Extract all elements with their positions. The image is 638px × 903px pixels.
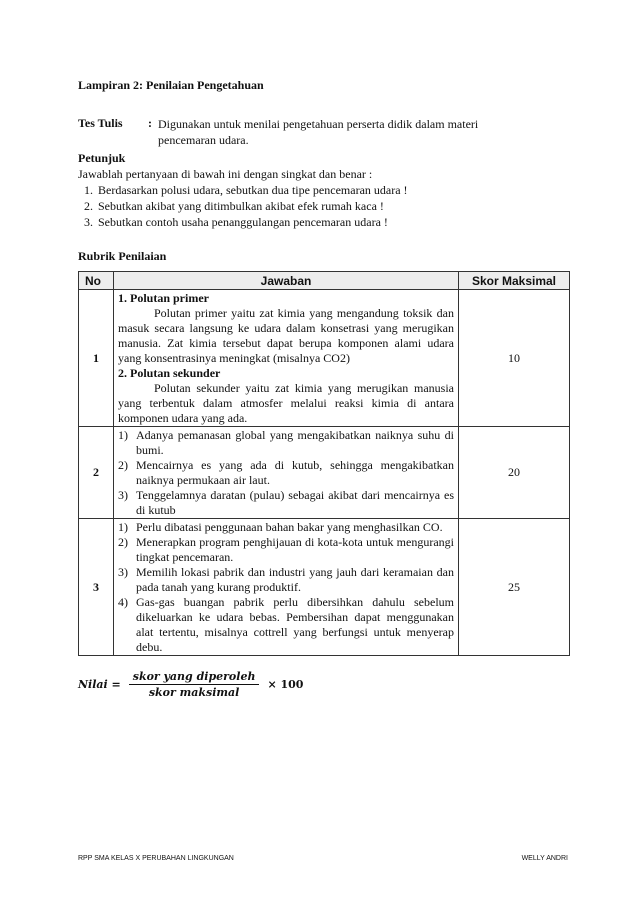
table-header-row bbox=[79, 272, 570, 290]
row-number: 2 bbox=[79, 427, 114, 519]
answer-paragraph: Polutan primer yaitu zat kimia yang mengandung toksik dan masuk secara langsung ke udara dalam konsetrasi yang merugikan manusia. Zat kimia tersebut dapat berupa komponen alami udara yang konsentrasinya meningkat (misalnya CO2) bbox=[118, 306, 454, 365]
instructions-block bbox=[78, 150, 558, 230]
formula-denominator: skor maksimal bbox=[148, 686, 240, 699]
question-item: 1. Berdasarkan polusi udara, sebutkan dua tipe pencemaran udara ! bbox=[96, 182, 558, 198]
list-item: 3) Memilih lokasi pabrik dan industri yang jauh dari keramaian dan pada tanah yang kurang produktif. bbox=[118, 565, 454, 594]
formula-multiplier: × 100 bbox=[267, 678, 304, 691]
footer-right: WELLY ANDRI bbox=[521, 855, 568, 862]
list-item: 2) Mencairnya es yang ada di kutub, sehingga mengakibatkan naiknya permukaan air laut. bbox=[118, 458, 454, 487]
answer-cell bbox=[114, 290, 459, 427]
list-item: 4) Gas-gas buangan pabrik perlu dibersihkan dahulu sebelum dikeluarkan ke udara bebas. Pembersihan dapat menggunakan alat tertentu, misalnya cottrell yang berfungsi untuk menyerap debu. bbox=[118, 595, 454, 654]
question-list bbox=[78, 182, 558, 230]
answer-cell bbox=[114, 427, 459, 519]
question-item: 3. Sebutkan contoh usaha penanggulangan pencemaran udara ! bbox=[96, 214, 558, 230]
rubric-table bbox=[78, 271, 570, 656]
header-no: No bbox=[79, 272, 114, 290]
formula-numerator: skor yang diperoleh bbox=[129, 670, 260, 685]
tes-label: Tes Tulis bbox=[78, 116, 123, 130]
row-number: 1 bbox=[79, 290, 114, 427]
list-item: 2) Menerapkan program penghijauan di kota-kota untuk mengurangi tingkat pencemaran. bbox=[118, 535, 454, 564]
rubric-title: Rubrik Penilaian bbox=[78, 249, 167, 263]
footer-left: RPP SMA KELAS X PERUBAHAN LINGKUNGAN bbox=[78, 855, 234, 862]
tes-colon: : bbox=[148, 116, 152, 130]
header-skor: Skor Maksimal bbox=[459, 272, 570, 290]
row-number: 3 bbox=[79, 519, 114, 656]
score-formula bbox=[78, 670, 303, 699]
answer-subheading: 2. Polutan sekunder bbox=[118, 366, 221, 380]
answer-cell bbox=[114, 519, 459, 656]
answer-list bbox=[118, 520, 454, 655]
max-score: 25 bbox=[459, 519, 570, 656]
tes-description: Digunakan untuk menilai pengetahuan perserta didik dalam materi pencemaran udara. bbox=[158, 117, 479, 147]
question-item: 2. Sebutkan akibat yang ditimbulkan akibat efek rumah kaca ! bbox=[96, 198, 558, 214]
table-row bbox=[79, 519, 570, 656]
instructions-intro: Jawablah pertanyaan di bawah ini dengan singkat dan benar : bbox=[78, 167, 373, 181]
page-heading: Lampiran 2: Penilaian Pengetahuan bbox=[78, 78, 264, 92]
formula-lhs: Nilai = bbox=[78, 678, 121, 691]
answer-paragraph: Polutan sekunder yaitu zat kimia yang merugikan manusia yang terbentuk dalam atmosfer melalui reaksi kimia di antara komponen udara yang ada. bbox=[118, 381, 454, 425]
instructions-title: Petunjuk bbox=[78, 151, 126, 165]
max-score: 10 bbox=[459, 290, 570, 427]
answer-subheading: 1. Polutan primer bbox=[118, 291, 209, 305]
list-item: 1) Perlu dibatasi penggunaan bahan bakar yang menghasilkan CO. bbox=[118, 520, 443, 534]
header-jawaban: Jawaban bbox=[114, 272, 459, 290]
table-row bbox=[79, 290, 570, 427]
answer-list bbox=[118, 428, 454, 518]
list-item: 1) Adanya pemanasan global yang mengakibatkan naiknya suhu di bumi. bbox=[118, 428, 454, 457]
table-row bbox=[79, 427, 570, 519]
formula-fraction bbox=[129, 670, 260, 699]
max-score: 20 bbox=[459, 427, 570, 519]
list-item: 3) Tenggelamnya daratan (pulau) sebagai akibat dari mencairnya es di kutub bbox=[118, 488, 454, 517]
